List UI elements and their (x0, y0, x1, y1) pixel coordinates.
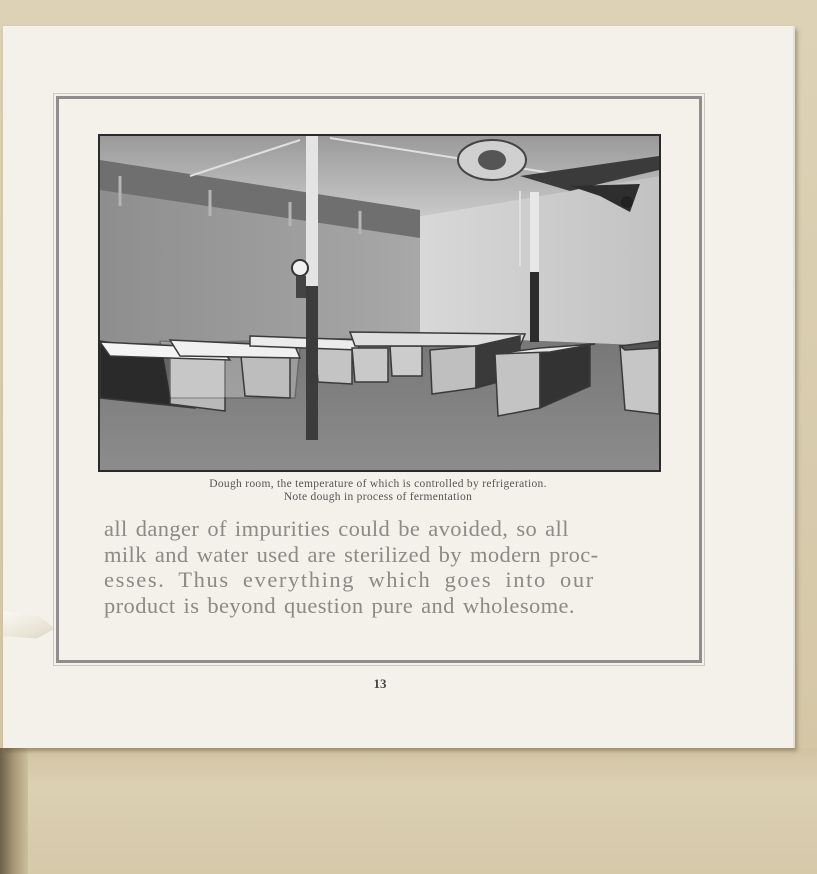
thermometer-gauge (292, 260, 308, 276)
body-line-1: all danger of impurities could be avoided, so all (104, 516, 569, 541)
photo-illustration (100, 136, 659, 470)
caption-line-1: Dough room, the temperature of which is controlled by refrigeration. (209, 478, 547, 490)
body-paragraph (104, 516, 656, 618)
body-line-3: esses. Thus everything which goes into our (104, 567, 595, 592)
caption-line-2: Note dough in process of fermentation (283, 491, 473, 503)
spine-shadow (0, 748, 28, 874)
body-line-2: milk and water used are sterilized by modern proc- (104, 541, 599, 567)
photo-caption (98, 478, 658, 504)
torn-page-corner (3, 601, 55, 651)
page-number: 13 (373, 676, 387, 691)
dough-room-photograph (98, 134, 661, 472)
body-line-4: product is beyond question pure and wholesome. (104, 592, 575, 618)
book-cover-bottom (0, 748, 817, 874)
